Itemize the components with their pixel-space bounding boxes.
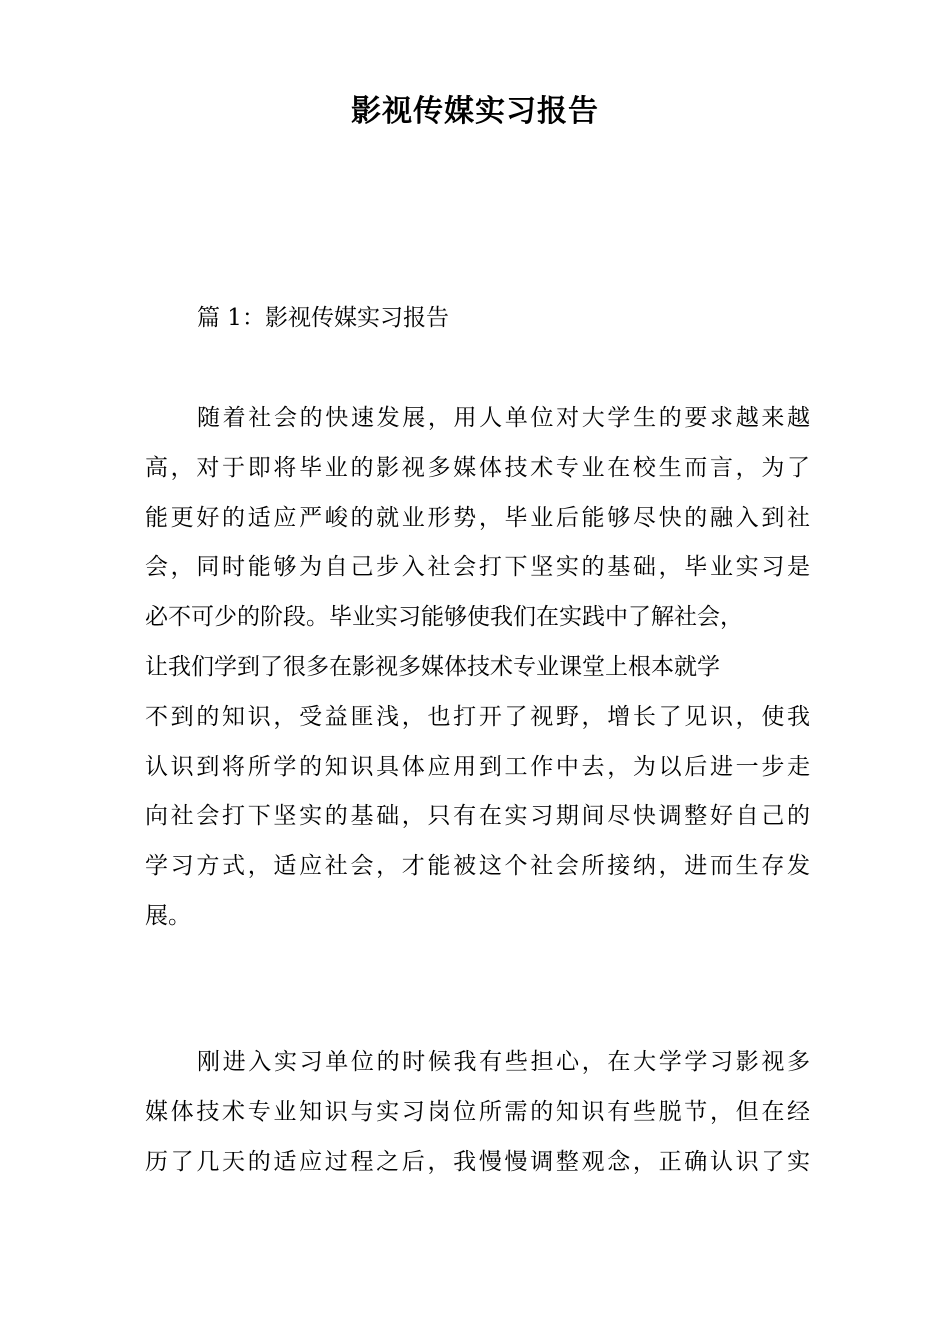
paragraph-2 [145, 1038, 810, 1187]
paragraph-line: 让我们学到了很多在影视多媒体技术专业课堂上根本就学 [145, 653, 720, 680]
paragraph-line: 学习方式，适应社会，才能被这个社会所接纳，进而生存发 [145, 853, 810, 880]
paragraph-line: 高，对于即将毕业的影视多媒体技术专业在校生而言，为了 [145, 454, 810, 481]
document-title: 影视传媒实习报告 [351, 94, 599, 129]
paragraph-line: 展。 [145, 902, 191, 929]
section-heading: 篇 1：影视传媒实习报告 [197, 305, 449, 331]
paragraph-line: 刚进入实习单位的时候我有些担心，在大学学习影视多 [197, 1049, 810, 1075]
paragraph-line: 能更好的适应严峻的就业形势，毕业后能够尽快的融入到社 [145, 504, 810, 531]
paragraph-line: 媒体技术专业知识与实习岗位所需的知识有些脱节，但在经 [145, 1098, 810, 1125]
paragraph-line: 向社会打下坚实的基础，只有在实习期间尽快调整好自己的 [145, 803, 810, 830]
paragraph-line: 必不可少的阶段。毕业实习能够使我们在实践中了解社会， [145, 604, 743, 631]
paragraph-line: 历了几天的适应过程之后，我慢慢调整观念，正确认识了实 [145, 1148, 810, 1175]
paragraph-line: 会，同时能够为自己步入社会打下坚实的基础，毕业实习是 [145, 554, 810, 581]
paragraph-line: 随着社会的快速发展，用人单位对大学生的要求越来越 [197, 405, 810, 431]
paragraph-line: 不到的知识，受益匪浅，也打开了视野，增长了见识，使我 [145, 703, 810, 730]
paragraph-1 [145, 394, 810, 942]
paragraph-line: 认识到将所学的知识具体应用到工作中去，为以后进一步走 [145, 753, 810, 780]
